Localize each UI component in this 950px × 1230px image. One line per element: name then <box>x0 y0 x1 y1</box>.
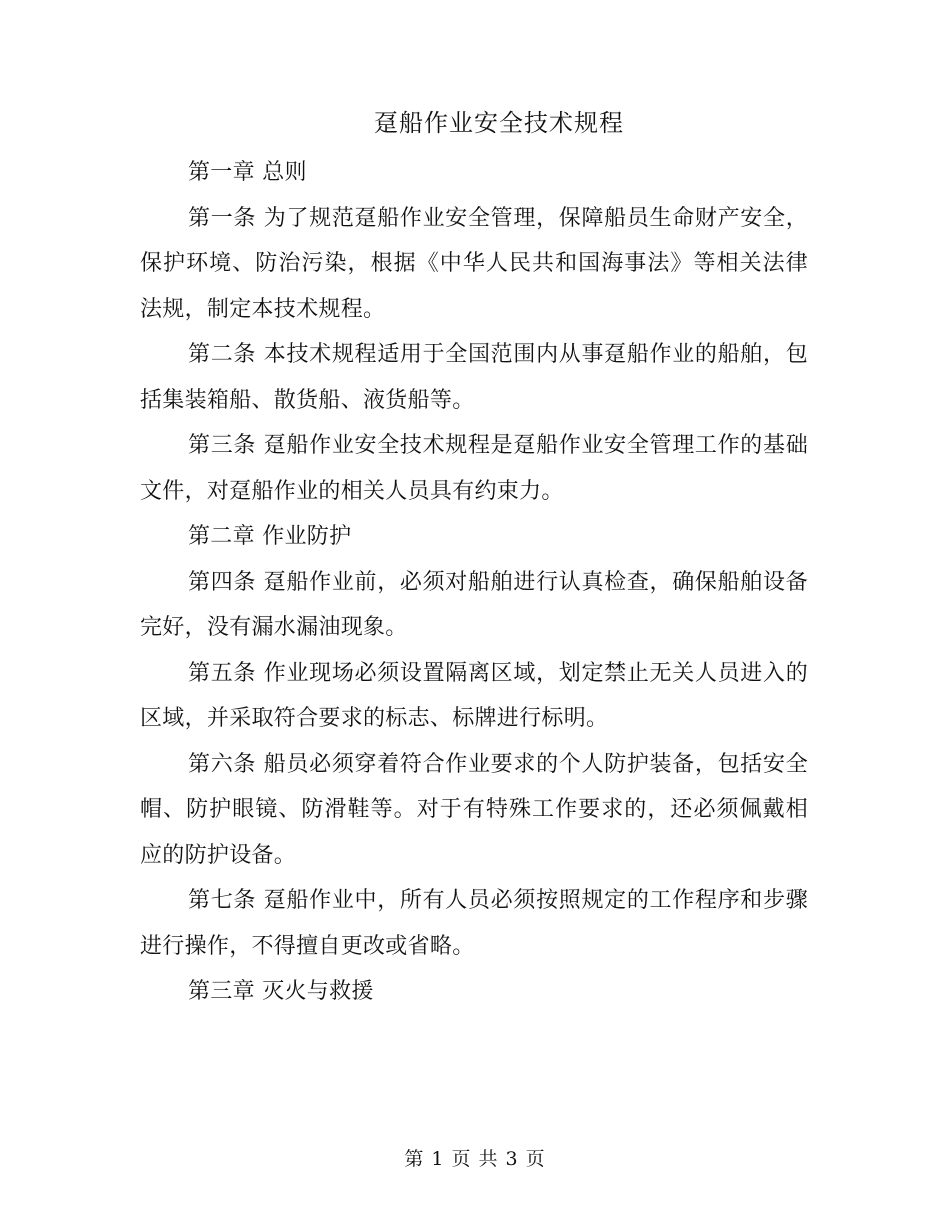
article-7: 第七条 趸船作业中，所有人员必须按照规定的工作程序和步骤进行操作，不得擅自更改或省略。 <box>140 888 808 959</box>
chapter-heading-1: 第一章 总则 <box>188 160 307 185</box>
document-body <box>140 150 808 1015</box>
chapter-heading-3: 第三章 灭火与救援 <box>188 979 374 1004</box>
page-footer <box>0 1144 950 1174</box>
article-6: 第六条 船员必须穿着符合作业要求的个人防护装备，包括安全帽、防护眼镜、防滑鞋等。对于有特殊工作要求的，还必须佩戴相应的防护设备。 <box>140 751 808 868</box>
chapter-heading-2: 第二章 作业防护 <box>188 524 352 549</box>
article-4: 第四条 趸船作业前，必须对船舶进行认真检查，确保船舶设备完好，没有漏水漏油现象。 <box>140 569 808 640</box>
page-number-label: 第 1 页 共 3 页 <box>404 1148 546 1170</box>
article-1: 第一条 为了规范趸船作业安全管理，保障船员生命财产安全，保护环境、防治污染，根据《中华人民共和国海事法》等相关法律法规，制定本技术规程。 <box>140 205 808 322</box>
article-2: 第二条 本技术规程适用于全国范围内从事趸船作业的船舶，包括集装箱船、散货船、液货船等。 <box>140 342 808 413</box>
document-title: 趸船作业安全技术规程 <box>374 109 624 137</box>
article-5: 第五条 作业现场必须设置隔离区域，划定禁止无关人员进入的区域，并采取符合要求的标志、标牌进行标明。 <box>140 660 808 731</box>
article-3: 第三条 趸船作业安全技术规程是趸船作业安全管理工作的基础文件，对趸船作业的相关人员具有约束力。 <box>140 433 808 504</box>
